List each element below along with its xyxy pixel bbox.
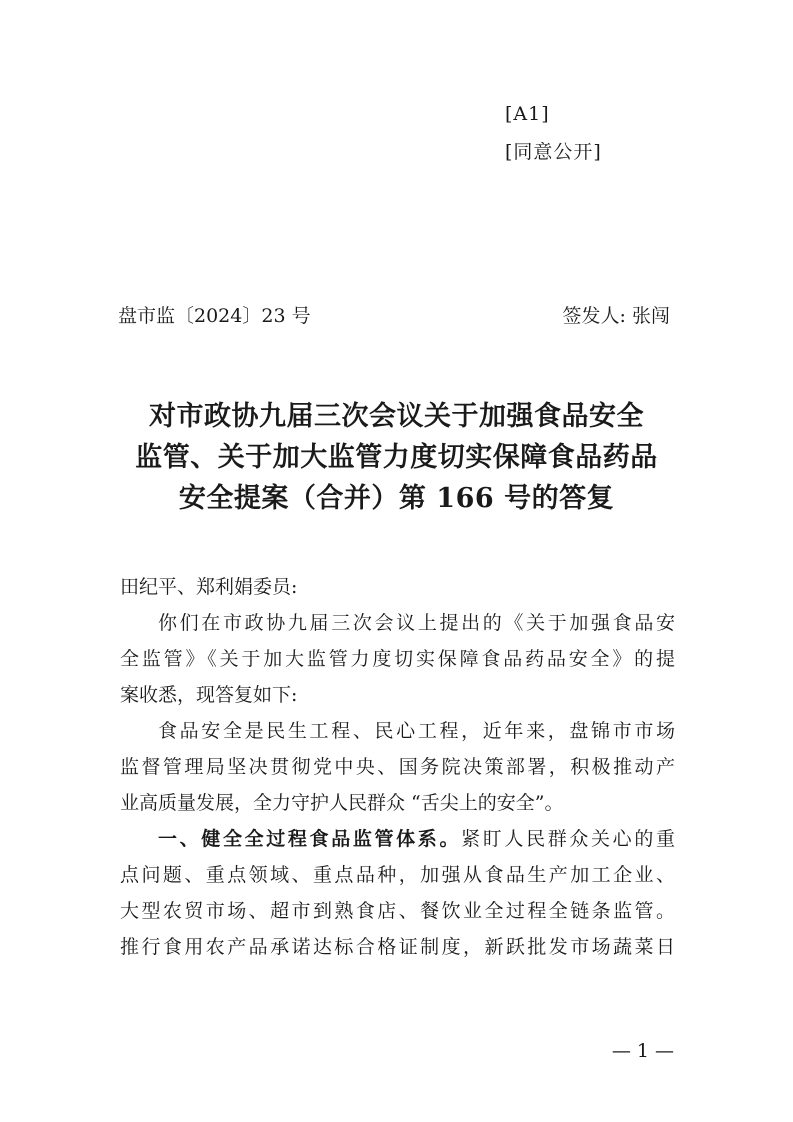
title-line-3: 安全提案（合并）第 166 号的答复 (178, 483, 615, 514)
paragraph-line: 食品安全是民生工程、民心工程，近年来，盘锦市市场 (158, 720, 675, 742)
salutation: 田纪平、郑利娟委员: (120, 576, 298, 598)
section-heading: 一、健全全过程食品监管体系。 (158, 828, 462, 850)
document-number: 盘市监〔2024〕23 号 (118, 305, 311, 327)
paragraph-2 (120, 713, 675, 821)
paragraph-3 (120, 821, 675, 965)
document-body (120, 569, 675, 965)
paragraph-line: 大型农贸市场、超市到熟食店、餐饮业全过程全链条监管。 (120, 900, 675, 922)
paragraph-line: 你们在市政协九届三次会议上提出的《关于加强食品安 (158, 612, 675, 634)
page-number: — 1 — (611, 1040, 674, 1062)
title-line-1: 对市政协九届三次会议关于加强食品安全 (149, 401, 644, 432)
title-line-2: 监管、关于加大监管力度切实保障食品药品 (135, 442, 658, 473)
paragraph-line (120, 821, 675, 857)
paragraph-line: 全监管》《关于加大监管力度切实保障食品药品安全》的提 (120, 648, 675, 670)
paragraph-text: 紧盯人民群众关心的重 (461, 828, 675, 850)
paragraph-line: 推行食用农产品承诺达标合格证制度，新跃批发市场蔬菜日 (120, 936, 675, 958)
paragraph-line: 监督管理局坚决贯彻党中央、国务院决策部署，积极推动产 (120, 756, 675, 778)
paragraph-line: 点问题、重点领域、重点品种，加强从食品生产加工企业、 (120, 864, 675, 886)
paragraph-line: 案收悉，现答复如下: (120, 684, 298, 706)
classification-mark: [A1] (505, 103, 550, 125)
paragraph-1 (120, 605, 675, 713)
disclosure-mark: [同意公开] (505, 141, 602, 163)
signer: 签发人: 张闯 (562, 305, 670, 327)
paragraph-line: 业高质量发展，全力守护人民群众 “舌尖上的安全”。 (120, 792, 564, 814)
document-title (100, 396, 693, 519)
